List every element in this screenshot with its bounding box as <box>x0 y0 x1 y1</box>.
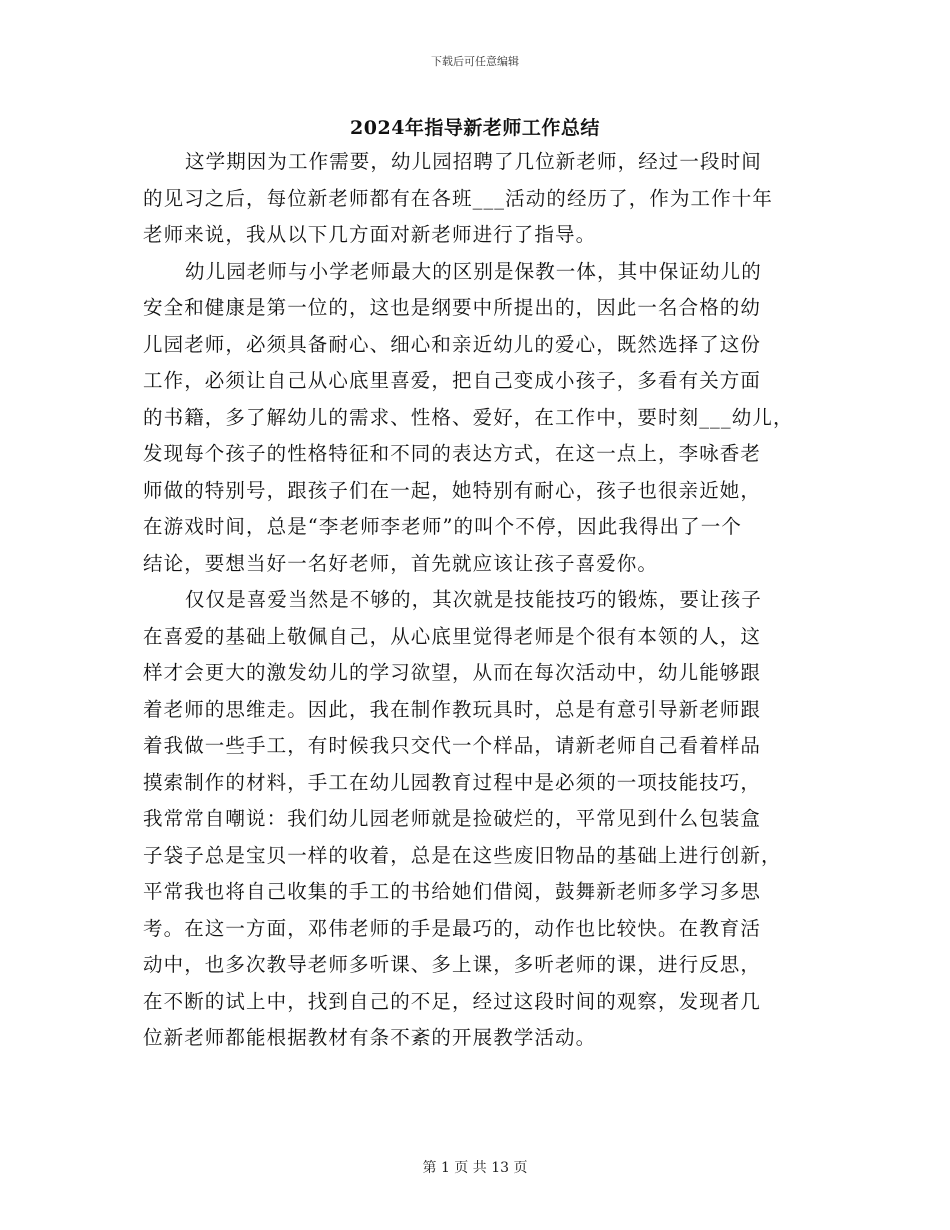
page-header-note: 下载后可任意编辑 <box>431 55 519 68</box>
text-line: 着老师的思维走。因此，我在制作教玩具时，总是有意引导新老师跟 <box>143 697 762 721</box>
text-line: 样才会更大的激发幼儿的学习欲望，从而在每次活动中，幼儿能够跟 <box>143 661 762 684</box>
text-line: 子袋子总是宝贝一样的收着，总是在这些废旧物品的基础上进行创新， <box>143 843 782 867</box>
page-number: 第 1 页 共 13 页 <box>422 1160 528 1176</box>
text-line: 儿园老师，必须具备耐心、细心和亲近幼儿的爱心，既然选择了这份 <box>143 332 762 356</box>
text-line: 位新老师都能根据教材有条不紊的开展教学活动。 <box>143 1026 597 1049</box>
document-body <box>143 144 815 1057</box>
text-line: 仅仅是喜爱当然是不够的，其次就是技能技巧的锻炼，要让孩子 <box>185 588 762 611</box>
text-line: 工作，必须让自己从心底里喜爱，把自己变成小孩子，多看有关方面 <box>143 369 762 392</box>
text-line: 安全和健康是第一位的，这也是纲要中所提出的，因此一名合格的幼 <box>143 296 762 319</box>
text-line: 发现每个孩子的性格特征和不同的表达方式，在这一点上，李咏香老 <box>143 442 762 465</box>
paragraph-2 <box>143 254 815 583</box>
text-line: 师做的特别号，跟孩子们在一起，她特别有耐心，孩子也很亲近她， <box>143 478 762 502</box>
text-line: 这学期因为工作需要，幼儿园招聘了几位新老师，经过一段时间 <box>185 150 762 173</box>
paragraph-3 <box>143 582 815 1057</box>
text-line: 的书籍，多了解幼儿的需求、性格、爱好，在工作中，要时刻___幼儿， <box>143 405 794 429</box>
text-line: 平常我也将自己收集的手工的书给她们借阅，鼓舞新老师多学习多思 <box>143 880 762 903</box>
paragraph-1 <box>143 144 815 254</box>
text-line: 考。在这一方面，邓伟老师的手是最巧的，动作也比较快。在教育活 <box>143 916 762 940</box>
text-line: 老师来说，我从以下几方面对新老师进行了指导。 <box>143 223 597 246</box>
text-line: 结论，要想当好一名好老师，首先就应该让孩子喜爱你。 <box>143 551 659 575</box>
text-line: 在游戏时间，总是“李老师李老师”的叫个不停，因此我得出了一个 <box>143 515 742 538</box>
text-line: 动中，也多次教导老师多听课、多上课，多听老师的课，进行反思， <box>143 953 762 976</box>
text-line: 着我做一些手工，有时候我只交代一个样品，请新老师自己看着样品 <box>143 734 762 757</box>
text-line: 在喜爱的基础上敬佩自己，从心底里觉得老师是个很有本领的人，这 <box>143 624 762 648</box>
text-line: 的见习之后，每位新老师都有在各班___活动的经历了，作为工作十年 <box>143 186 773 210</box>
text-line: 在不断的试上中，找到自己的不足，经过这段时间的观察，发现者几 <box>143 989 762 1013</box>
document-title: 2024年指导新老师工作总结 <box>350 117 600 139</box>
text-line: 我常常自嘲说：我们幼儿园老师就是捡破烂的，平常见到什么包装盒 <box>143 807 762 830</box>
text-line: 摸索制作的材料，手工在幼儿园教育过程中是必须的一项技能技巧， <box>143 770 762 794</box>
text-line: 幼儿园老师与小学老师最大的区别是保教一体，其中保证幼儿的 <box>185 259 762 283</box>
